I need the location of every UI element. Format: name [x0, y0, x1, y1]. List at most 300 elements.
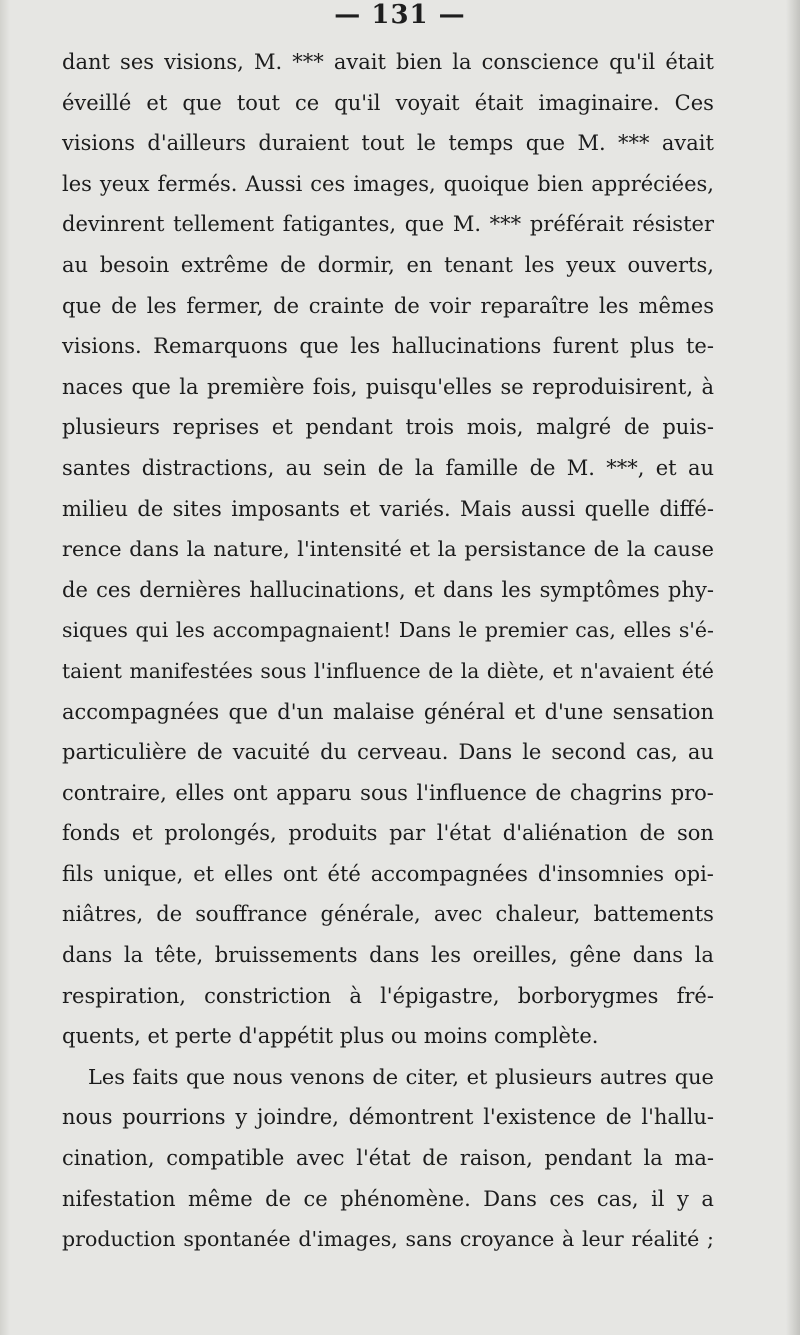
- word: générale,: [320, 902, 421, 927]
- word: Dans: [398, 618, 452, 643]
- word: avec: [433, 902, 483, 927]
- text-line: [62, 732, 714, 773]
- word: te-: [685, 334, 714, 359]
- word: persistance: [464, 537, 586, 562]
- word: de: [156, 902, 183, 927]
- word: quelle: [584, 496, 650, 521]
- word: de: [593, 537, 620, 562]
- word: de: [422, 1146, 449, 1171]
- word: le: [458, 618, 478, 643]
- text-line: [62, 854, 714, 895]
- word: du: [320, 740, 348, 765]
- word: bien: [396, 50, 443, 74]
- word: reproduisirent,: [532, 374, 694, 399]
- word: tout: [236, 90, 280, 115]
- page-text: [62, 42, 714, 1260]
- word: fermer,: [186, 293, 264, 318]
- text-line: [62, 1057, 714, 1098]
- word: de: [535, 780, 562, 805]
- word: que: [404, 212, 445, 237]
- word: les: [524, 252, 555, 277]
- page-right-edge: [786, 0, 800, 1335]
- word: ***: [489, 212, 522, 237]
- word: naces: [62, 374, 124, 399]
- word: de: [111, 293, 138, 318]
- word: devinrent: [62, 212, 165, 237]
- word: hallucinations: [391, 334, 542, 359]
- word: M.: [566, 455, 595, 480]
- word: particulière: [62, 740, 187, 765]
- page-number: — 131 —: [334, 0, 466, 30]
- word: battements: [593, 902, 714, 927]
- word: de: [623, 415, 650, 440]
- word: constriction: [204, 983, 332, 1008]
- word: faits: [132, 1064, 179, 1089]
- word: malaise: [332, 699, 415, 724]
- word: été: [681, 658, 714, 683]
- word: que: [228, 699, 268, 724]
- text-line: [62, 610, 714, 651]
- word: oreilles,: [472, 943, 558, 968]
- word: bien: [537, 171, 584, 196]
- word: cination,: [62, 1146, 155, 1171]
- word: chaleur,: [495, 902, 581, 927]
- word: voyait: [395, 90, 460, 115]
- word: vacuité: [232, 740, 311, 765]
- word: dormir,: [317, 252, 395, 277]
- word: de: [377, 455, 404, 480]
- word: de: [280, 252, 306, 277]
- word: visions,: [164, 50, 244, 74]
- word: au: [687, 455, 714, 480]
- word: prolongés,: [164, 821, 277, 846]
- word: de: [639, 821, 666, 846]
- word: ces: [310, 171, 346, 196]
- word: temps: [448, 131, 514, 156]
- word: l'hallu-: [641, 1105, 714, 1130]
- word: elles: [175, 780, 225, 805]
- word: nature,: [213, 537, 290, 562]
- word: santes: [62, 455, 131, 480]
- word: diète,: [486, 658, 545, 683]
- word: pendant: [305, 415, 393, 440]
- page-left-edge: [0, 0, 10, 1335]
- text-line: [62, 570, 714, 611]
- word: accompagnaient!: [212, 618, 392, 643]
- word: apparu: [276, 780, 352, 805]
- word: que: [525, 131, 566, 156]
- word: spontanée: [183, 1227, 291, 1252]
- word: Remarquons: [153, 334, 288, 359]
- word: et: [131, 821, 153, 846]
- word: qui: [135, 618, 169, 643]
- word: et: [655, 455, 677, 480]
- word: avait: [661, 131, 714, 156]
- word: ;: [707, 1227, 714, 1252]
- word: compatible: [166, 1146, 285, 1171]
- word: imposants: [231, 496, 340, 521]
- text-line: [62, 245, 714, 286]
- text-line: [62, 83, 714, 124]
- word: et: [349, 496, 371, 521]
- word: à: [349, 983, 362, 1008]
- word: images,: [353, 171, 436, 196]
- word: visions: [62, 131, 136, 156]
- word: y: [677, 1186, 689, 1211]
- word: tête,: [154, 943, 204, 968]
- word: borborygmes: [517, 983, 659, 1008]
- word: les: [350, 334, 381, 359]
- word: unique,: [103, 861, 184, 886]
- word: et: [552, 658, 573, 683]
- word: contraire,: [62, 780, 167, 805]
- word: voir: [429, 293, 471, 318]
- word: que: [299, 334, 339, 359]
- word: ont: [232, 780, 268, 805]
- word: pro-: [670, 780, 714, 805]
- text-line: [62, 448, 714, 489]
- word: fois,: [312, 374, 358, 399]
- word: de: [529, 455, 556, 480]
- word: la: [123, 943, 144, 968]
- word: d'aliénation: [502, 821, 628, 846]
- text-line: [62, 1138, 714, 1179]
- word: respiration,: [62, 983, 186, 1008]
- word: symptômes: [539, 577, 660, 602]
- word: produits: [288, 821, 378, 846]
- text-line: [62, 326, 714, 367]
- word: y: [235, 1105, 248, 1130]
- word: dernières: [139, 577, 242, 602]
- word: distractions,: [141, 455, 275, 480]
- word: et: [271, 415, 293, 440]
- word: Les: [88, 1064, 125, 1089]
- word: Dans: [458, 740, 513, 765]
- word: l'état: [356, 1146, 411, 1171]
- word: plusieurs: [494, 1064, 593, 1089]
- text-line: [62, 529, 714, 570]
- word: reprises: [172, 415, 260, 440]
- word: dans: [442, 577, 494, 602]
- word: Ces: [674, 90, 714, 115]
- word: n'avaient: [580, 658, 675, 683]
- word: cas,: [636, 740, 678, 765]
- word: les: [431, 943, 461, 968]
- word: mêmes: [638, 293, 714, 318]
- word: la: [452, 50, 472, 74]
- word: phy-: [668, 577, 714, 602]
- word: ma-: [674, 1146, 714, 1171]
- word: et: [409, 537, 431, 562]
- word: joindre,: [256, 1105, 339, 1130]
- word: les: [501, 577, 532, 602]
- word: fatigantes,: [282, 212, 397, 237]
- word: aussi: [520, 496, 576, 521]
- word: de: [62, 577, 88, 602]
- word: quoique: [443, 171, 530, 196]
- word: avait: [333, 50, 386, 74]
- word: sans: [405, 1227, 453, 1252]
- word: Mais: [460, 496, 512, 521]
- word: la: [694, 943, 714, 968]
- word: en: [406, 252, 433, 277]
- word: besoin: [99, 252, 170, 277]
- text-line: [62, 407, 714, 448]
- word: que: [182, 90, 222, 115]
- word: le: [522, 740, 542, 765]
- word: la: [643, 1146, 663, 1171]
- word: reparaître: [480, 293, 590, 318]
- word: production: [62, 1227, 176, 1252]
- text-line: [62, 489, 714, 530]
- word: et: [413, 577, 435, 602]
- word: M.: [253, 50, 283, 74]
- word: que: [62, 293, 102, 318]
- word: puisqu'elles: [365, 374, 493, 399]
- word: d'insomnies: [537, 861, 665, 886]
- word: crainte: [308, 293, 385, 318]
- word: par: [389, 821, 426, 846]
- word: été: [327, 861, 361, 886]
- word: duraient: [258, 131, 350, 156]
- word: de: [605, 1105, 632, 1130]
- word: préférait: [529, 212, 624, 237]
- word: l'épigastre,: [380, 983, 500, 1008]
- word: conscience: [481, 50, 599, 74]
- word: cause: [653, 537, 714, 562]
- word: la: [460, 658, 480, 683]
- word: cas,: [575, 618, 616, 643]
- word: l'intensité: [297, 537, 402, 562]
- word: tellement: [173, 212, 275, 237]
- word: diffé-: [659, 496, 714, 521]
- text-line: [62, 123, 714, 164]
- word: puis-: [662, 415, 714, 440]
- word: ce: [295, 90, 320, 115]
- word: à: [701, 374, 714, 399]
- word: gêne: [569, 943, 622, 968]
- word: ***: [292, 50, 324, 74]
- word: sensation: [612, 699, 714, 724]
- text-line: [62, 813, 714, 854]
- word: était: [665, 50, 714, 74]
- word: sein: [322, 455, 367, 480]
- word: variés.: [379, 496, 451, 521]
- word: manifestées: [129, 658, 253, 683]
- word: pendant: [544, 1146, 632, 1171]
- word: fonds: [62, 821, 121, 846]
- word: il: [651, 1186, 665, 1211]
- word: et: [193, 861, 215, 886]
- word: démontrent: [348, 1105, 474, 1130]
- word: son: [676, 821, 714, 846]
- word: visions.: [62, 334, 142, 359]
- word: sites: [172, 496, 222, 521]
- text-line: [62, 1097, 714, 1138]
- word: nous: [62, 1105, 113, 1130]
- word: ce: [303, 1186, 328, 1211]
- word: ces: [549, 1186, 585, 1211]
- word: d'une: [544, 699, 604, 724]
- word: ***: [618, 131, 650, 156]
- word: siques: [62, 618, 128, 643]
- word: furent: [552, 334, 619, 359]
- word: appréciées,: [591, 171, 714, 196]
- word: qu'il: [334, 90, 381, 115]
- word: ***,: [606, 455, 645, 480]
- word: la: [179, 374, 199, 399]
- word: sous: [260, 658, 307, 683]
- word: nous: [232, 1064, 283, 1089]
- text-line: [62, 976, 714, 1017]
- word: mois,: [466, 415, 524, 440]
- word: yeux: [99, 171, 150, 196]
- word: autres: [599, 1064, 668, 1089]
- word: et: [146, 90, 168, 115]
- word: taient: [62, 658, 122, 683]
- word: yeux: [566, 252, 616, 277]
- word: de: [428, 658, 454, 683]
- word: la: [626, 537, 646, 562]
- word: bruissements: [214, 943, 358, 968]
- word: malgré: [536, 415, 612, 440]
- word: de: [196, 740, 223, 765]
- word: imaginaire.: [538, 90, 660, 115]
- word: accompagnées: [62, 699, 220, 724]
- text-line: quents, et perte d'appétit plus ou moins complète.: [62, 1024, 599, 1049]
- word: et: [466, 1064, 488, 1089]
- text-line: [62, 204, 714, 245]
- word: famille: [445, 455, 519, 480]
- word: fils: [62, 861, 94, 886]
- text-line: [62, 773, 714, 814]
- word: trois: [405, 415, 455, 440]
- word: chagrins: [569, 780, 663, 805]
- word: se: [500, 374, 524, 399]
- word: les: [175, 618, 205, 643]
- text-line: [62, 692, 714, 733]
- word: première: [206, 374, 305, 399]
- word: réalité: [631, 1227, 700, 1252]
- word: de: [273, 293, 300, 318]
- word: dans: [129, 537, 179, 562]
- word: premier: [484, 618, 568, 643]
- word: au: [687, 740, 714, 765]
- text-line: [62, 1219, 714, 1260]
- word: de: [137, 496, 164, 521]
- word: tout: [361, 131, 405, 156]
- word: au: [285, 455, 312, 480]
- word: même: [188, 1186, 253, 1211]
- word: dans: [632, 943, 684, 968]
- word: dant: [62, 50, 110, 74]
- word: ses: [120, 50, 155, 74]
- word: général: [423, 699, 505, 724]
- word: de: [265, 1186, 292, 1211]
- word: de: [372, 1064, 399, 1089]
- word: l'influence: [314, 658, 421, 683]
- word: cas,: [596, 1186, 639, 1211]
- word: M.: [452, 212, 481, 237]
- word: d'un: [277, 699, 324, 724]
- text-line: [62, 367, 714, 408]
- word: la: [437, 537, 457, 562]
- text-line: [62, 935, 714, 976]
- word: sous: [360, 780, 408, 805]
- word: l'influence: [416, 780, 527, 805]
- word: dans: [62, 943, 113, 968]
- word: a: [701, 1186, 714, 1211]
- word: niâtres,: [62, 902, 144, 927]
- word: plus: [630, 334, 675, 359]
- word: elles: [223, 861, 274, 886]
- word: ouverts,: [627, 252, 714, 277]
- word: phénomène.: [340, 1186, 471, 1211]
- word: l'existence: [483, 1105, 597, 1130]
- word: que: [186, 1064, 226, 1089]
- word: cerveau.: [357, 740, 449, 765]
- text-line: [62, 894, 714, 935]
- word: la: [414, 455, 435, 480]
- word: plusieurs: [62, 415, 160, 440]
- word: Aussi: [245, 171, 303, 196]
- word: que: [131, 374, 171, 399]
- word: fermés.: [157, 171, 238, 196]
- word: Dans: [483, 1186, 537, 1211]
- word: milieu: [62, 496, 129, 521]
- word: de: [393, 293, 420, 318]
- word: dans: [369, 943, 420, 968]
- word: hallucinations,: [249, 577, 406, 602]
- word: la: [186, 537, 206, 562]
- word: qu'il: [609, 50, 656, 74]
- word: fré-: [676, 983, 714, 1008]
- word: rence: [62, 537, 122, 562]
- word: pourrions: [122, 1105, 226, 1130]
- word: avec: [295, 1146, 345, 1171]
- word: citer,: [405, 1064, 460, 1089]
- word: nifestation: [62, 1186, 176, 1211]
- word: accompagnées: [370, 861, 528, 886]
- word: croyance: [459, 1227, 555, 1252]
- word: tenant: [444, 252, 513, 277]
- word: leur: [581, 1227, 624, 1252]
- word: d'ailleurs: [147, 131, 247, 156]
- word: les: [146, 293, 177, 318]
- word: raison,: [459, 1146, 533, 1171]
- word: à: [561, 1227, 575, 1252]
- word: opi-: [674, 861, 714, 886]
- word: s'é-: [678, 618, 714, 643]
- word: les: [62, 171, 92, 196]
- word: les: [598, 293, 629, 318]
- word: le: [416, 131, 436, 156]
- word: était: [474, 90, 524, 115]
- word: M.: [577, 131, 606, 156]
- word: d'images,: [298, 1227, 398, 1252]
- word: second: [551, 740, 626, 765]
- word: au: [62, 252, 89, 277]
- word: ces: [96, 577, 132, 602]
- word: elles: [623, 618, 672, 643]
- text-line: [62, 164, 714, 205]
- word: venons: [290, 1064, 365, 1089]
- text-line: [62, 651, 714, 692]
- text-line: [62, 1179, 714, 1220]
- word: l'état: [436, 821, 492, 846]
- word: ont: [282, 861, 318, 886]
- word: extrême: [180, 252, 269, 277]
